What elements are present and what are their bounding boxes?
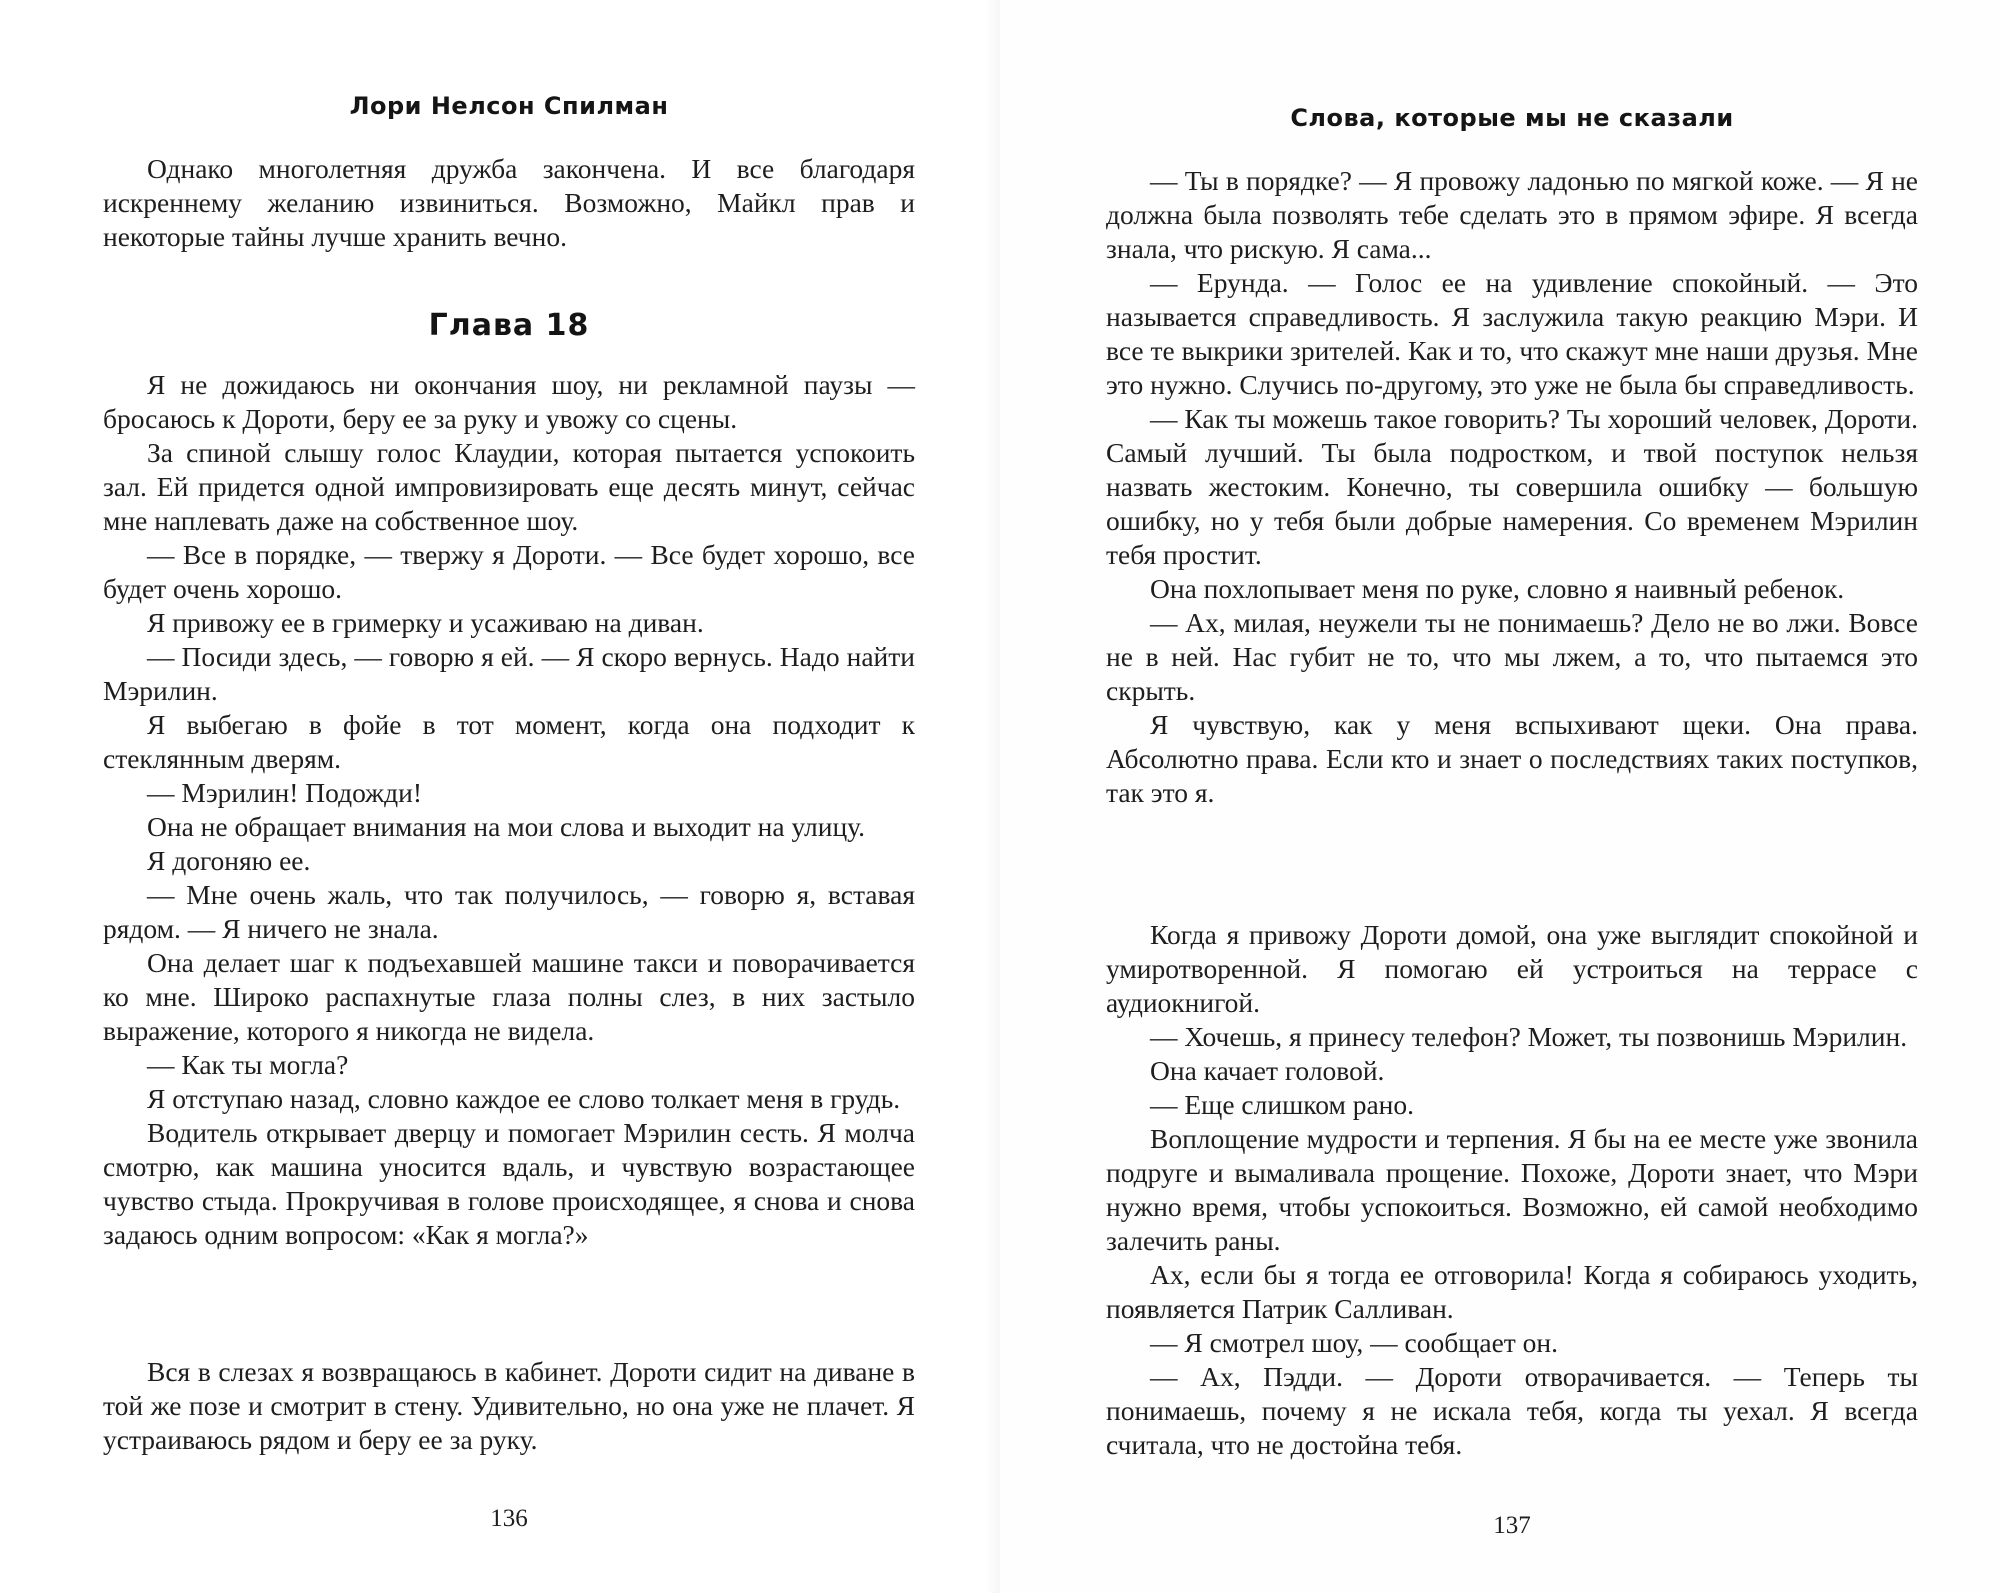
- paragraph: — Я смотрел шоу, — сообщает он.: [1150, 1327, 1559, 1358]
- right-text-a: [1106, 164, 1918, 810]
- left-running-head: Лори Нелсон Спилман: [349, 92, 669, 120]
- right-running-head: Слова, которые мы не сказали: [1290, 104, 1734, 132]
- paragraph: Я отступаю назад, словно каждое ее слово толкает меня в грудь.: [147, 1083, 901, 1114]
- paragraph: — Как ты могла?: [147, 1049, 349, 1080]
- intro-paragraph: Однако многолетняя дружба закончена. И все благодаря искреннему желанию извиниться. Возможно, Майкл прав и некоторые тайны лучше хранить вечно.: [103, 153, 915, 252]
- left-section-text: [103, 1355, 915, 1457]
- right-text-b: [1106, 918, 1918, 1462]
- paragraph: — Еще слишком рано.: [1150, 1089, 1415, 1120]
- paragraph: — Все в порядке, — твержу я Дороти. — Все будет хорошо, все будет очень хорошо.: [103, 539, 915, 604]
- paragraph: — Посиди здесь, — говорю я ей. — Я скоро вернусь. Надо найти Мэрилин.: [103, 641, 915, 706]
- paragraph: — Мне очень жаль, что так получилось, — говорю я, вставая рядом. — Я ничего не знала.: [103, 879, 915, 944]
- paragraph: — Мэрилин! Подожди!: [147, 777, 423, 808]
- paragraph: Я привожу ее в гримерку и усаживаю на диван.: [147, 607, 704, 638]
- paragraph: Водитель открывает дверцу и помогает Мэрилин сесть. Я молча смотрю, как машина уносится вдаль, и чувствую возрастающее чувство стыда. Прокручивая в голове происходящее, я снова и снова задаюсь одним вопросом: «Как я могла?»: [103, 1117, 915, 1250]
- paragraph: — Хочешь, я принесу телефон? Может, ты позвонишь Мэрилин.: [1150, 1021, 1908, 1052]
- page-number-right: 137: [1493, 1512, 1531, 1539]
- right-page: [1000, 0, 2000, 1593]
- paragraph: Я чувствую, как у меня вспыхивают щеки. Она права. Абсолютно права. Если кто и знает о последствиях таких поступков, так это я.: [1106, 709, 1918, 808]
- paragraph: Она делает шаг к подъехавшей машине такси и поворачивается ко мне. Широко распахнутые глаза полны слез, в них застыло выражение, которого я никогда не видела.: [103, 947, 915, 1046]
- paragraph: — Как ты можешь такое говорить? Ты хороший человек, Дороти. Самый лучший. Ты была подростком, и твой поступок нельзя назвать жестоким. Конечно, ты совершила ошибку — большую ошибку, но у тебя были добрые намерения. Со временем Мэрилин тебя простит.: [1106, 403, 1918, 570]
- page-number-left: 136: [490, 1505, 528, 1532]
- paragraph: — Ах, милая, неужели ты не понимаешь? Дело не во лжи. Вовсе не в ней. Нас губит не то, что мы лжем, а то, что пытаемся это скрыть.: [1106, 607, 1918, 706]
- paragraph: Я догоняю ее.: [147, 845, 311, 876]
- chapter-title: Глава 18: [428, 308, 590, 343]
- paragraph: Она качает головой.: [1150, 1055, 1385, 1086]
- paragraph: — Ты в порядке? — Я провожу ладонью по мягкой коже. — Я не должна была позволять тебе сделать это в прямом эфире. Я всегда знала, что рискую. Я сама...: [1106, 165, 1918, 264]
- left-intro-text: [103, 152, 915, 254]
- paragraph: Я выбегаю в фойе в тот момент, когда она подходит к стеклянным дверям.: [103, 709, 915, 774]
- paragraph: Я не дожидаюсь ни окончания шоу, ни рекламной паузы — бросаюсь к Дороти, беру ее за руку и увожу со сцены.: [103, 369, 915, 434]
- left-chapter-text: [103, 368, 915, 1252]
- paragraph: За спиной слышу голос Клаудии, которая пытается успокоить зал. Ей придется одной импровизировать еще десять минут, сейчас мне наплевать даже на собственное шоу.: [103, 437, 915, 536]
- paragraph: — Ерунда. — Голос ее на удивление спокойный. — Это называется справедливость. Я заслужила такую реакцию Мэри. И все те выкрики зрителей. Как и то, что скажут мне наши друзья. Мне это нужно. Случись по-другому, это уже не была бы справедливость.: [1106, 267, 1918, 400]
- paragraph: Вся в слезах я возвращаюсь в кабинет. Дороти сидит на диване в той же позе и смотрит в стену. Удивительно, но она уже не плачет. Я устраиваюсь рядом и беру ее за руку.: [103, 1356, 915, 1455]
- paragraph: Когда я привожу Дороти домой, она уже выглядит спокойной и умиротворенной. Я помогаю ей устроиться на террасе с аудиокнигой.: [1106, 919, 1918, 1018]
- paragraph: Воплощение мудрости и терпения. Я бы на ее месте уже звонила подруге и вымаливала прощение. Похоже, Дороти знает, что Мэри нужно время, чтобы успокоиться. Возможно, ей самой необходимо залечить раны.: [1106, 1123, 1918, 1256]
- paragraph: — Ах, Пэдди. — Дороти отворачивается. — Теперь ты понимаешь, почему я не искала тебя, когда ты уехал. Я всегда считала, что не достойна тебя.: [1106, 1361, 1918, 1460]
- paragraph: Она не обращает внимания на мои слова и выходит на улицу.: [147, 811, 866, 842]
- paragraph: Ах, если бы я тогда ее отговорила! Когда я собираюсь уходить, появляется Патрик Салливан.: [1106, 1259, 1918, 1324]
- paragraph: Она похлопывает меня по руке, словно я наивный ребенок.: [1150, 573, 1845, 604]
